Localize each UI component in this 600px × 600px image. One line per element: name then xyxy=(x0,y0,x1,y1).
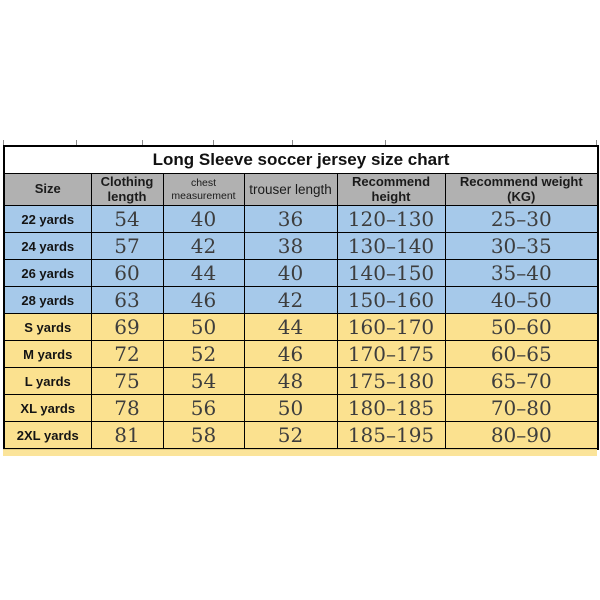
table-row xyxy=(4,368,598,395)
value-cell-clothing-length: 75 xyxy=(91,368,163,395)
title-row xyxy=(4,146,598,174)
value-cell-trouser-length: 36 xyxy=(244,206,337,233)
value-cell-chest-measurement: 50 xyxy=(163,314,244,341)
value-cell-recommend-height: 130–140 xyxy=(337,233,445,260)
value-cell-recommend-height: 120–130 xyxy=(337,206,445,233)
value-cell-recommend-height: 140–150 xyxy=(337,260,445,287)
value-cell-recommend-weight: 30–35 xyxy=(445,233,598,260)
column-header-recommend-weight: Recommend weight (KG) xyxy=(445,174,598,206)
value-cell-recommend-weight: 25–30 xyxy=(445,206,598,233)
value-cell-clothing-length: 60 xyxy=(91,260,163,287)
row-size-label: M yards xyxy=(4,341,91,368)
value-cell-recommend-weight: 70–80 xyxy=(445,395,598,422)
table-row xyxy=(4,314,598,341)
bottom-edge-artifact xyxy=(3,449,597,456)
value-cell-recommend-height: 170–175 xyxy=(337,341,445,368)
value-cell-trouser-length: 38 xyxy=(244,233,337,260)
value-cell-recommend-weight: 50–60 xyxy=(445,314,598,341)
value-cell-recommend-height: 150–160 xyxy=(337,287,445,314)
value-cell-chest-measurement: 58 xyxy=(163,422,244,450)
value-cell-clothing-length: 78 xyxy=(91,395,163,422)
value-cell-trouser-length: 48 xyxy=(244,368,337,395)
chart-title: Long Sleeve soccer jersey size chart xyxy=(4,146,598,174)
table-row xyxy=(4,341,598,368)
value-cell-trouser-length: 40 xyxy=(244,260,337,287)
value-cell-recommend-height: 160–170 xyxy=(337,314,445,341)
table-row xyxy=(4,395,598,422)
value-cell-chest-measurement: 42 xyxy=(163,233,244,260)
row-size-label: 2XL yards xyxy=(4,422,91,450)
value-cell-chest-measurement: 46 xyxy=(163,287,244,314)
row-size-label: XL yards xyxy=(4,395,91,422)
value-cell-recommend-height: 180–185 xyxy=(337,395,445,422)
table-row xyxy=(4,206,598,233)
value-cell-clothing-length: 57 xyxy=(91,233,163,260)
column-header-chest-measurement: chest measurement xyxy=(163,174,244,206)
row-size-label: 22 yards xyxy=(4,206,91,233)
value-cell-chest-measurement: 54 xyxy=(163,368,244,395)
value-cell-trouser-length: 46 xyxy=(244,341,337,368)
value-cell-trouser-length: 52 xyxy=(244,422,337,450)
value-cell-trouser-length: 42 xyxy=(244,287,337,314)
row-size-label: 26 yards xyxy=(4,260,91,287)
table-row xyxy=(4,422,598,450)
value-cell-clothing-length: 63 xyxy=(91,287,163,314)
row-size-label: 28 yards xyxy=(4,287,91,314)
row-size-label: S yards xyxy=(4,314,91,341)
value-cell-recommend-weight: 60–65 xyxy=(445,341,598,368)
header-row xyxy=(4,174,598,206)
value-cell-chest-measurement: 56 xyxy=(163,395,244,422)
value-cell-clothing-length: 54 xyxy=(91,206,163,233)
value-cell-chest-measurement: 44 xyxy=(163,260,244,287)
value-cell-recommend-weight: 40–50 xyxy=(445,287,598,314)
value-cell-clothing-length: 81 xyxy=(91,422,163,450)
table-row xyxy=(4,287,598,314)
size-chart-table xyxy=(3,145,599,450)
value-cell-trouser-length: 44 xyxy=(244,314,337,341)
table-row xyxy=(4,260,598,287)
table-body xyxy=(4,206,598,450)
column-header-recommend-height: Recommend height xyxy=(337,174,445,206)
value-cell-chest-measurement: 52 xyxy=(163,341,244,368)
value-cell-clothing-length: 72 xyxy=(91,341,163,368)
value-cell-chest-measurement: 40 xyxy=(163,206,244,233)
column-header-clothing-length: Clothing length xyxy=(91,174,163,206)
column-header-size: Size xyxy=(4,174,91,206)
row-size-label: 24 yards xyxy=(4,233,91,260)
value-cell-recommend-height: 175–180 xyxy=(337,368,445,395)
column-header-trouser-length: trouser length xyxy=(244,174,337,206)
value-cell-recommend-weight: 35–40 xyxy=(445,260,598,287)
value-cell-recommend-weight: 65–70 xyxy=(445,368,598,395)
value-cell-trouser-length: 50 xyxy=(244,395,337,422)
row-size-label: L yards xyxy=(4,368,91,395)
table-row xyxy=(4,233,598,260)
value-cell-recommend-weight: 80–90 xyxy=(445,422,598,450)
value-cell-recommend-height: 185–195 xyxy=(337,422,445,450)
value-cell-clothing-length: 69 xyxy=(91,314,163,341)
